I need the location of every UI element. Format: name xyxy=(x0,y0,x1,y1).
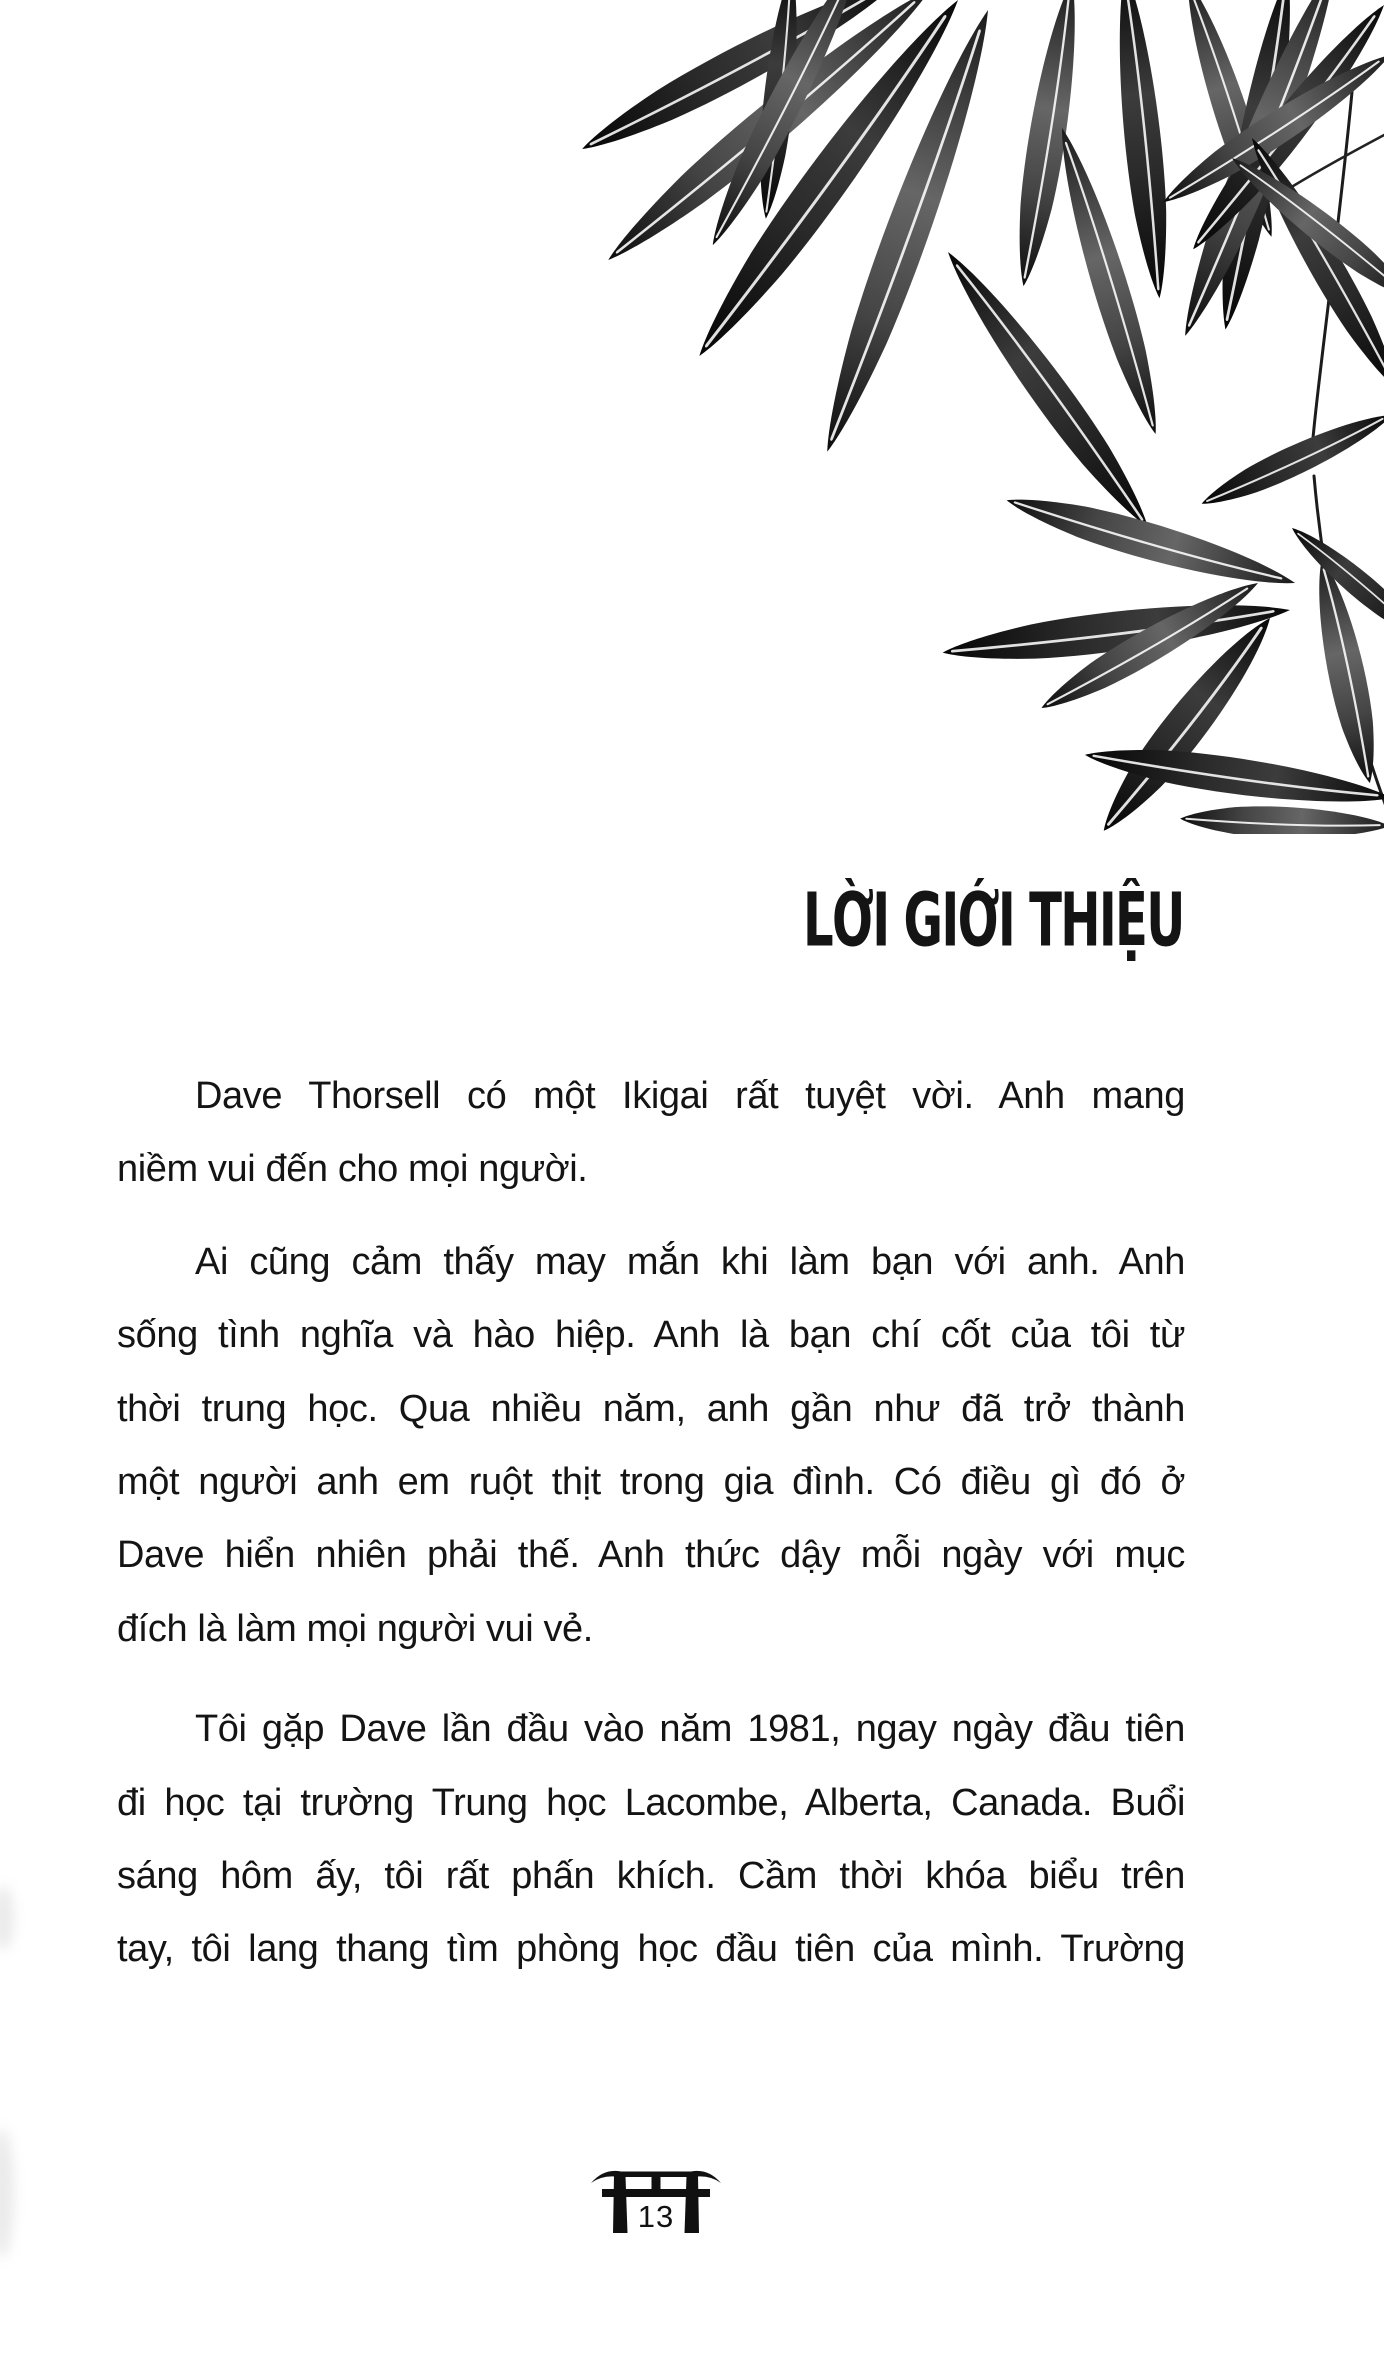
scan-smudge xyxy=(0,1886,14,1950)
paragraph-line: thời trung học. Qua nhiều năm, anh gần như đã trở thành xyxy=(117,1387,1185,1430)
paragraph-line: Tôi gặp Dave lần đầu vào năm 1981, ngay ngày đầu tiên xyxy=(195,1708,1185,1751)
paragraph xyxy=(117,1060,1185,1207)
page-number: 13 xyxy=(637,2199,675,2234)
paragraph xyxy=(117,1226,1185,1666)
scan-smudge xyxy=(0,2128,14,2258)
bamboo-leaves-icon xyxy=(380,0,1384,834)
paragraph-line: đi học tại trường Trung học Lacombe, Alberta, Canada. Buổi xyxy=(117,1781,1185,1824)
paragraph-line: đích là làm mọi người vui vẻ. xyxy=(117,1607,593,1650)
paragraph-line: tay, tôi lang thang tìm phòng học đầu tiên của mình. Trường xyxy=(117,1928,1185,1971)
paragraph-line: sống tình nghĩa và hào hiệp. Anh là bạn chí cốt của tôi từ xyxy=(117,1314,1185,1357)
paragraph xyxy=(117,1693,1185,1987)
paragraph-line: niềm vui đến cho mọi người. xyxy=(117,1148,588,1191)
body-text xyxy=(117,1060,1185,1987)
paragraph-line: Dave hiển nhiên phải thế. Anh thức dậy mỗi ngày với mục xyxy=(117,1534,1185,1577)
paragraph-line: Dave Thorsell có một Ikigai rất tuyệt vời. Anh mang xyxy=(195,1075,1185,1117)
page-title: LỜI GIỚI THIỆU xyxy=(803,877,1184,964)
paragraph-line: một người anh em ruột thịt trong gia đình. Có điều gì đó ở xyxy=(117,1461,1185,1504)
paragraph-line: Ai cũng cảm thấy may mắn khi làm bạn với anh. Anh xyxy=(195,1240,1185,1283)
paragraph-line: sáng hôm ấy, tôi rất phấn khích. Cầm thời khóa biểu trên xyxy=(117,1855,1185,1898)
